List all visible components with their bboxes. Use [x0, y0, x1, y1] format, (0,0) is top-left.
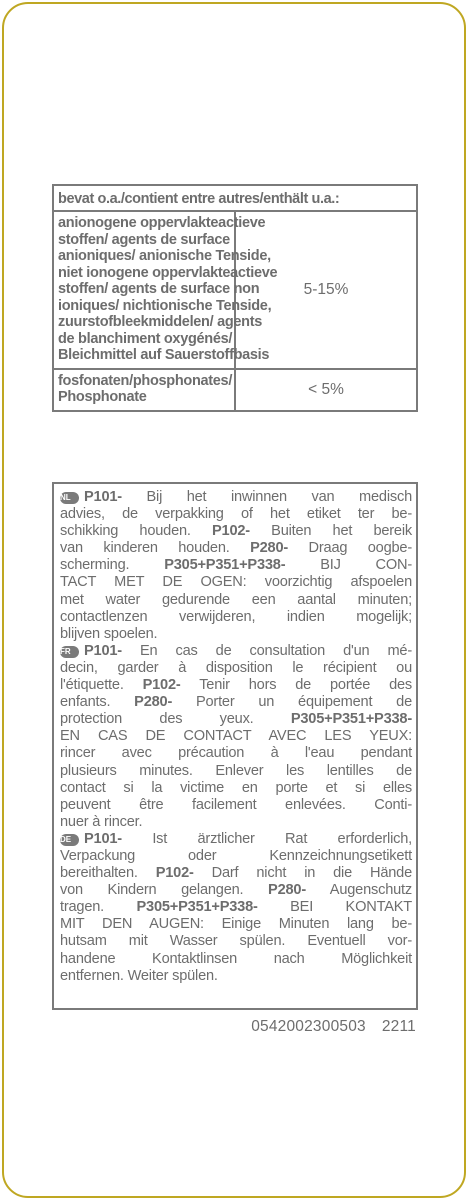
statement-text: TACT MET DE OGEN: voorzichtig afspoelen [60, 574, 412, 591]
statement-code: P101- [84, 830, 122, 847]
statement-text: Augenschutz [305, 882, 412, 899]
statement-code: P102- [155, 865, 194, 882]
statement-text: handene Kontaktlinsen nach Möglichkeit [60, 950, 412, 967]
ingredient-name-line: ioniques/ nichtionische Tenside, [58, 297, 272, 314]
statement-text: BIJ CON- [285, 557, 412, 574]
statement-text: von Kindern gelangen. [60, 882, 269, 899]
statement-code: P305+P351+P338- [136, 899, 258, 916]
statement-code: P102- [142, 677, 181, 694]
statement-text: MIT DEN AUGEN: Einige Minuten lang be- [60, 916, 412, 933]
ingredient-name-line: anionogene oppervlakteactieve [58, 215, 266, 231]
statement-line [60, 626, 412, 643]
statement-text: contactlenzen verwijderen, indien mogelijk; [60, 608, 412, 625]
statement-text: van kinderen houden. [60, 540, 251, 557]
statement-line [60, 797, 412, 814]
statement-code: P305+P351+P338- [290, 711, 412, 728]
statement-line [60, 677, 412, 694]
ingredient-name-line: zuurstofbleekmiddelen/ agents [58, 314, 263, 330]
ingredient-name-line: Phosphonate [58, 389, 147, 405]
ingredient-name-line: Bleichmittel auf Sauerstoffbasis [58, 347, 270, 363]
statement-text: Buiten het bereik [249, 523, 412, 540]
statement-code: P101- [84, 642, 122, 659]
statement-text: nuer à rincer. [60, 813, 143, 830]
ingredient-name-line: stoffen/ agents de surface [58, 231, 230, 248]
statement-text: peuvent être facilement enlevées. Conti- [60, 796, 412, 813]
statement-line [60, 968, 412, 985]
statement-text: Darf nicht in die Hände [193, 865, 412, 882]
statement-text: Tenir hors de portée des [180, 677, 413, 694]
statement-line [60, 745, 412, 762]
statement-line [60, 609, 412, 626]
statement-line [60, 882, 412, 899]
ingredient-name-line: niet ionogene oppervlakteactieve [58, 264, 278, 281]
statement-line [60, 540, 412, 557]
phrases-de [60, 831, 412, 985]
statement-text: Bij het inwinnen van medisch [121, 489, 412, 505]
statement-text: rincer avec précaution à l'eau pendant [60, 745, 412, 762]
statement-line [60, 711, 412, 728]
statement-code: P280- [268, 882, 306, 899]
statement-text: EN CAS DE CONTACT AVEC LES YEUX: [60, 728, 412, 745]
statement-line [60, 831, 412, 848]
ingredient-name-line: fosfonaten/phosphonates/ [58, 372, 233, 389]
statement-line [60, 814, 412, 831]
statement-line [60, 780, 412, 797]
phrases-nl [60, 489, 412, 643]
statement-line [60, 899, 412, 916]
ingredient-percentage: < 5% [235, 369, 417, 411]
ingredient-percentage: 5-15% [235, 211, 417, 369]
statement-code: P102- [212, 523, 250, 540]
statement-text: protection des yeux. [60, 711, 291, 728]
ingredient-name-line: anioniques/ anionische Tenside, [58, 248, 271, 264]
ingredients-table [52, 184, 418, 412]
statement-line [60, 523, 412, 540]
statement-code: P280- [250, 540, 289, 557]
statement-text: scherming. [60, 557, 165, 574]
statement-text: l'étiquette. [60, 677, 143, 694]
ingredient-name [53, 211, 278, 369]
statement-code: P101- [84, 489, 122, 505]
statement-code: P280- [134, 694, 173, 711]
statement-text: advies, de verpakking of het etiket ter be- [60, 506, 412, 523]
statement-text: entfernen. Weiter spülen. [60, 967, 218, 984]
statement-line [60, 557, 412, 574]
statement-text: blijven spoelen. [60, 625, 158, 642]
ingredient-name [53, 369, 235, 411]
statement-line [60, 489, 412, 506]
statement-text: bereithalten. [60, 865, 156, 882]
statement-line [60, 574, 412, 591]
language-badge-fr: FR [60, 646, 79, 658]
statement-text: Verpackung oder Kennzeichnungsetikett [60, 847, 412, 864]
statement-line [60, 848, 412, 865]
statement-line [60, 933, 412, 950]
statement-text: hutsam mit Wasser spülen. Eventuell vor- [60, 933, 412, 950]
ingredient-name-line: stoffen/ agents de surface non [58, 281, 260, 297]
statement-text: schikking houden. [60, 523, 212, 540]
statement-line [60, 694, 412, 711]
statement-text: met water gedurende een aantal minuten; [60, 591, 412, 608]
statement-line [60, 865, 412, 882]
ingredient-row [53, 211, 417, 369]
statement-line [60, 506, 412, 523]
ingredients-header-row [53, 185, 417, 211]
ingredient-row [53, 369, 417, 411]
phrases-fr [60, 643, 412, 831]
statement-line [60, 643, 412, 660]
statement-text: BEI KONTAKT [257, 899, 412, 916]
statement-line [60, 660, 412, 677]
product-code-line [251, 1018, 416, 1036]
language-badge-de: DE [60, 834, 79, 846]
statement-text: Ist ärztlicher Rat erforderlich, [121, 830, 412, 847]
ingredients-header: bevat o.a./contient entre autres/enthält u.a.: [53, 185, 417, 211]
statement-text: decin, garder à disposition le récipient ou [60, 659, 412, 676]
language-badge-nl: NL [60, 492, 79, 504]
statement-text: enfants. [60, 694, 135, 711]
statement-text: contact si la victime en porte et si elles [60, 779, 412, 796]
statement-text: tragen. [60, 899, 137, 916]
statement-text: plusieurs minutes. Enlever les lentilles de [60, 762, 412, 779]
statement-text: Porter un équipement de [172, 694, 412, 711]
product-code: 0542002300503 [251, 1018, 366, 1035]
batch-code: 2211 [381, 1018, 416, 1035]
statement-text: Draag oogbe- [288, 540, 412, 557]
statement-line [60, 951, 412, 968]
statement-line [60, 592, 412, 609]
precautionary-statements [52, 482, 418, 1010]
statement-line [60, 763, 412, 780]
statement-code: P305+P351+P338- [164, 557, 286, 574]
statement-line [60, 916, 412, 933]
statement-line [60, 728, 412, 745]
statement-text: En cas de consultation d'un mé- [121, 642, 412, 659]
ingredient-name-line: de blanchiment oxygénés/ [58, 330, 233, 347]
